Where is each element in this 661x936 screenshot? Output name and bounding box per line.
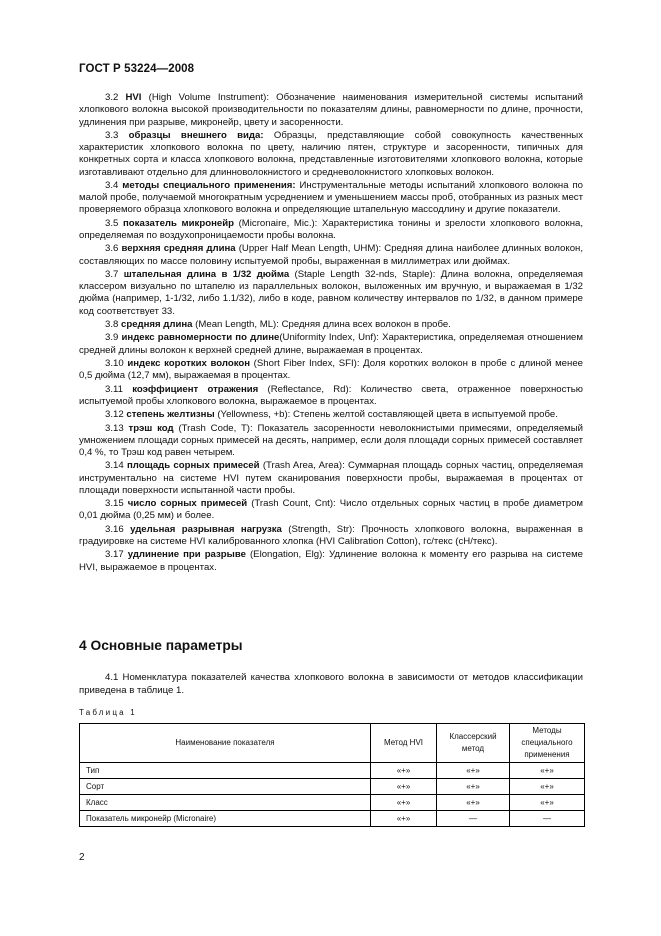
definition-paragraph: [79, 218, 583, 243]
clause-number: 3.9: [105, 332, 119, 344]
definition-paragraph: [79, 409, 583, 421]
table-cell: —: [510, 811, 585, 827]
table-cell: «+»: [437, 795, 510, 811]
table-cell: «+»: [371, 795, 437, 811]
clause-text: (High Volume Instrument): Обозначение наименования измерительной системы испытаний хлопкового волокна высокой производительности по показателям длины, равномерности по длине, прочности, удлинения при разрыве, микронейр, цвету и засоренности.: [79, 92, 583, 128]
clause-number: 3.17: [105, 549, 124, 561]
definition-paragraph: [79, 130, 583, 179]
clause-text: (Mean Length, ML): Средняя длина всех волокон в пробе.: [192, 319, 451, 331]
clause-text: (Trash Count, Cnt): Число отдельных сорных частиц в пробе диаметром 0,01 дюйма (0,25 мм) и более.: [79, 498, 583, 522]
clause-term: индекс коротких волокон: [127, 358, 251, 369]
table-cell: «+»: [510, 779, 585, 795]
clause-number: 3.8: [105, 319, 119, 331]
column-header: Наименование показателя: [80, 724, 371, 763]
clause-term: образцы внешнего вида:: [128, 129, 264, 141]
clause-term: число сорных примесей: [127, 498, 248, 510]
clause-number: 3.13: [105, 422, 124, 434]
definition-paragraph: [79, 319, 583, 331]
clause-number: 3.10: [105, 358, 124, 369]
definition-paragraph: [79, 92, 583, 129]
table-cell: Показатель микронейр (Micronaire): [80, 811, 371, 827]
table-caption: Таблица 1: [79, 708, 137, 717]
clause-text: (Yellowness, +b): Степень желтой составляющей цвета в испытуемой пробе.: [214, 409, 558, 421]
clause-text: (Staple Length 32-nds, Staple): Длина волокна, определяемая классером визуально по штапелю из параллельных волокон, выложенных им вручную, и выражаемая в 1/32 дюйма (например, 1-1/32, либо 1.1/32), либо в коде, равном количеству интервалов по 1/32, в данном примере код соответствует 33.: [79, 268, 583, 317]
table-cell: «+»: [437, 763, 510, 779]
parameters-table: [79, 723, 585, 827]
definition-paragraph: [79, 384, 583, 409]
clause-text: Образцы, представляющие собой совокупность качественных характеристик хлопкового волокна по цвету, наличию пятен, структуре и засоренности, типичных для конкретных сорта и класса хлопкового волокна, представленные изготовителями хлопкового волокна, которые изготавливают отдельно для длинноволокнистого и средневолокнистого хлопковых волокон.: [79, 129, 583, 178]
clause-number: 3.2: [105, 92, 119, 103]
definition-paragraph: [79, 269, 583, 318]
clause-text: (Reflectance, Rd): Количество света, отраженное поверхностью испытуемой пробы хлопкового волокна, выражаемое в процентах.: [79, 383, 583, 407]
clause-text: (Elongation, Elg): Удлинение волокна к моменту его разрыва на системе HVI, выражаемое в процентах.: [79, 549, 583, 573]
clause-text: Инструментальные методы испытаний хлопкового волокна по малой пробе, получаемой многократным усреднением и уменьшением массы проб, отобранных из разных мест проверяемого образца хлопкового волокна и определяющие штапельную массодлину и другие показатели.: [79, 179, 583, 216]
column-header: Методы специального применения: [510, 724, 585, 763]
clause-number: 3.14: [105, 460, 124, 472]
table-row: [80, 763, 585, 779]
table-cell: «+»: [510, 795, 585, 811]
clause-number: 3.11: [105, 383, 123, 395]
clause-text: (Micronaire, Mic.): Характеристика тонины и зрелости хлопкового волокна, определяемая по воздухопроницаемости пробы волокна.: [79, 217, 583, 242]
page-number: 2: [79, 852, 85, 863]
table-cell: «+»: [371, 779, 437, 795]
clause-number: 3.15: [105, 498, 124, 510]
table-row: [80, 811, 585, 827]
clause-term: HVI: [125, 92, 142, 103]
clause-term: площадь сорных примесей: [126, 460, 260, 472]
definition-paragraph: [79, 549, 583, 574]
table-row: [80, 779, 585, 795]
clause-term: средняя длина: [121, 319, 193, 331]
definition-paragraph: [79, 524, 583, 549]
clause-term: степень желтизны: [126, 409, 215, 421]
table-cell: «+»: [437, 779, 510, 795]
table-cell: Тип: [80, 763, 371, 779]
definition-paragraph: [79, 498, 583, 523]
definition-paragraph: [79, 358, 583, 383]
table-cell: —: [437, 811, 510, 827]
column-header: Метод HVI: [371, 724, 437, 763]
clause-term: верхняя средняя длина: [121, 243, 236, 255]
table-cell: Класс: [80, 795, 371, 811]
clause-term: удлинение при разрыве: [127, 549, 246, 561]
clause-term: индекс равномерности по длине: [121, 332, 280, 344]
clause-number: 3.3: [105, 129, 119, 141]
section-title: 4 Основные параметры: [79, 638, 243, 653]
clause-text: (Short Fiber Index, SFI): Доля коротких волокон в пробе с длиной менее 0,5 дюйма (12,7 мм), выражаемая в процентах.: [79, 358, 583, 382]
clause-term: трэш код: [128, 422, 174, 434]
clause-number: 3.12: [105, 409, 124, 421]
definition-paragraph: [79, 180, 583, 217]
clause-number: 3.16: [105, 523, 124, 535]
table-row: [80, 795, 585, 811]
clause-term: показатель микронейр: [123, 217, 234, 229]
clause-text: (Trash Code, T): Показатель засоренности неволокнистыми примесями, определяемый умножением площади сорных примесей на десять, например, если доля площади сорных примесей составляет 0,4 %, то Трэш код равен четырем.: [79, 422, 584, 459]
clause-term: удельная разрывная нагрузка: [130, 523, 282, 535]
clause-term: методы специального применения:: [122, 179, 296, 191]
clause-text: (Strength, Str): Прочность хлопкового волокна, выраженная в градуировке на системе HVI калиброванного хлопка (HVI Calibration Cotton), гс/текс (сН/текс).: [79, 523, 584, 548]
table-cell: «+»: [371, 763, 437, 779]
table-cell: «+»: [371, 811, 437, 827]
column-header: Классерский метод: [437, 724, 510, 763]
section-paragraph: 4.1 Номенклатура показателей качества хлопкового волокна в зависимости от методов классификации приведена в таблице 1.: [79, 672, 583, 696]
table-header-row: [80, 724, 585, 763]
definition-paragraph: [79, 332, 583, 357]
definition-paragraph: [79, 423, 583, 460]
clause-text: (Upper Half Mean Length, UHM): Средняя длина наиболее длинных волокон, составляющих по массе половину испытуемой пробы, выраженная в миллиметрах или дюймах.: [79, 243, 583, 267]
document-header: ГОСТ Р 53224—2008: [79, 63, 195, 75]
clause-number: 3.6: [105, 243, 119, 255]
table-cell: Сорт: [80, 779, 371, 795]
definition-paragraph: [79, 460, 583, 497]
definition-paragraph: [79, 243, 583, 268]
clause-number: 3.7: [105, 268, 119, 280]
clause-term: коэффициент отражения: [132, 383, 259, 395]
clause-text: (Trash Area, Area): Суммарная площадь сорных частиц, определяемая инструментально на системе HVI путем сканирования поверхности пробы, выражаемая в процентах от площади поверхности испытанной части пробы.: [79, 460, 584, 496]
clause-number: 3.5: [105, 217, 119, 229]
table-cell: «+»: [510, 763, 585, 779]
clause-term: штапельная длина в 1/32 дюйма: [123, 268, 290, 280]
definitions-text: [79, 92, 583, 575]
clause-number: 3.4: [105, 179, 119, 191]
clause-text: (Uniformity Index, Unf): Характеристика, определяемая отношением средней длины волокон к верхней средней длине, выражаемая в процентах.: [79, 332, 583, 356]
